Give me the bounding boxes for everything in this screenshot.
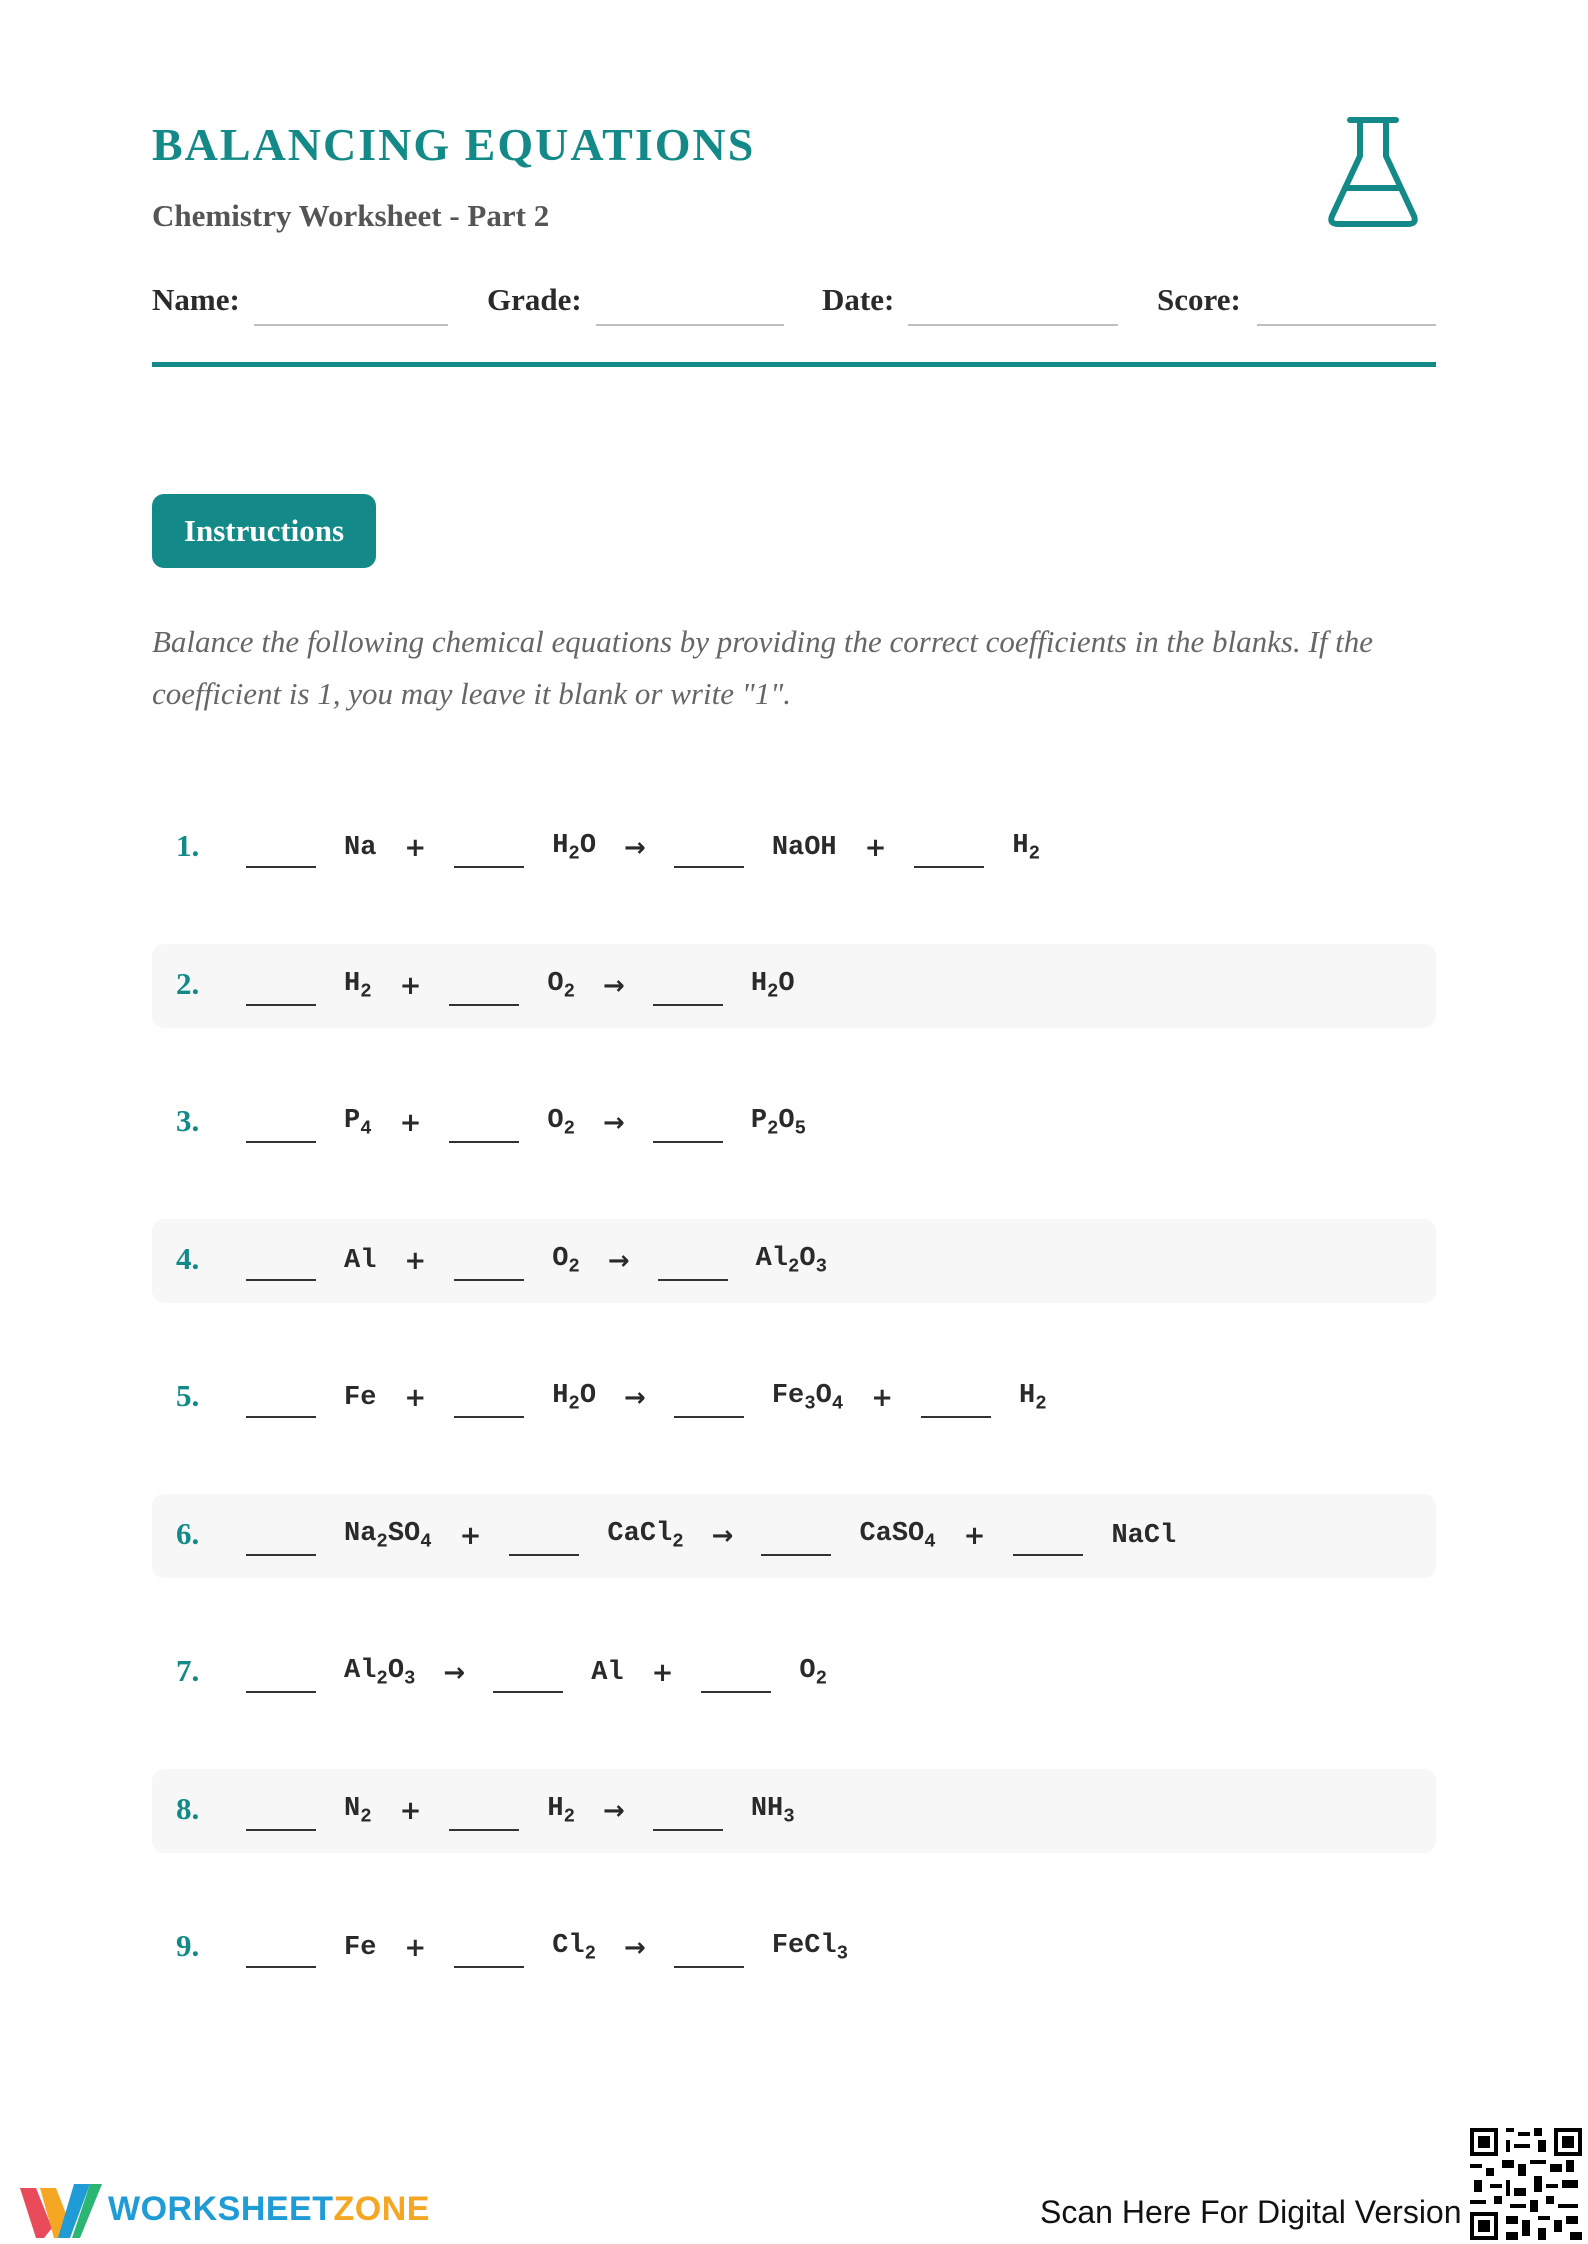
header-divider xyxy=(152,362,1436,367)
equation xyxy=(246,1081,834,1165)
arrow-icon: → xyxy=(443,1658,466,1688)
problem-row xyxy=(152,1494,1436,1578)
chemical-species: $N_2$ xyxy=(344,1793,372,1828)
chemical-species: $H_2O$ xyxy=(552,831,597,865)
coefficient-blank[interactable] xyxy=(674,1928,744,1968)
arrow-icon: → xyxy=(603,1108,625,1138)
coefficient-blank[interactable] xyxy=(246,1653,316,1693)
name-label: Name: xyxy=(152,282,240,317)
chemical-species: $O_2$ xyxy=(799,1656,828,1690)
qr-code-icon[interactable] xyxy=(1470,2128,1582,2240)
coefficient-blank[interactable] xyxy=(658,1241,728,1281)
problem-number: 8. xyxy=(176,1790,200,1826)
chemical-species: $O_2$ xyxy=(552,1243,580,1278)
problem-row xyxy=(152,1081,1436,1165)
problem-number: 7. xyxy=(176,1653,200,1688)
chemical-species: $Cl_2$ xyxy=(552,1931,597,1965)
problem-number: 6. xyxy=(176,1515,200,1551)
coefficient-blank[interactable] xyxy=(454,1378,524,1418)
problem-number: 2. xyxy=(176,965,200,1001)
coefficient-blank[interactable] xyxy=(454,1928,524,1968)
chemical-species: $H_2$ xyxy=(1012,831,1041,865)
coefficient-blank[interactable] xyxy=(449,966,519,1006)
chemical-species: Al xyxy=(591,1658,624,1688)
equation xyxy=(246,1769,823,1853)
problem-row xyxy=(152,1631,1436,1715)
date-field[interactable] xyxy=(908,324,1118,326)
coefficient-blank[interactable] xyxy=(449,1103,519,1143)
plus-sign: + xyxy=(963,1520,986,1551)
chemical-species: $Fe_3O_4$ xyxy=(771,1381,844,1415)
coefficient-blank[interactable] xyxy=(454,1241,524,1281)
chemical-species: $H_2$ xyxy=(547,1793,576,1828)
chemical-species: $O_2$ xyxy=(547,1106,576,1140)
chemical-species: $P_2O_5$ xyxy=(750,1106,807,1140)
coefficient-blank[interactable] xyxy=(246,1103,316,1143)
chemical-species: $P_4$ xyxy=(344,1106,372,1140)
coefficient-blank[interactable] xyxy=(493,1653,563,1693)
equation xyxy=(246,1356,1075,1440)
plus-sign: + xyxy=(404,1245,427,1276)
chemical-species: $NH_3$ xyxy=(750,1793,795,1828)
problem-row xyxy=(152,1356,1436,1440)
chemical-species: $Na_2SO_4$ xyxy=(344,1518,432,1553)
score-label: Score: xyxy=(1157,282,1241,317)
coefficient-blank[interactable] xyxy=(653,966,723,1006)
problem-number: 3. xyxy=(176,1103,200,1138)
coefficient-blank[interactable] xyxy=(674,1378,744,1418)
chemical-species: $H_2$ xyxy=(344,968,372,1003)
plus-sign: + xyxy=(404,1383,427,1413)
coefficient-blank[interactable] xyxy=(246,1928,316,1968)
plus-sign: + xyxy=(404,833,427,863)
problem-row xyxy=(152,1769,1436,1853)
coefficient-blank[interactable] xyxy=(246,1516,316,1556)
plus-sign: + xyxy=(404,1933,427,1963)
coefficient-blank[interactable] xyxy=(761,1516,831,1556)
coefficient-blank[interactable] xyxy=(246,1241,316,1281)
problem-number: 5. xyxy=(176,1378,200,1413)
chemical-species: CaCl$_2$ xyxy=(607,1518,684,1553)
coefficient-blank[interactable] xyxy=(701,1653,771,1693)
chemical-species: $H_2O$ xyxy=(552,1381,597,1415)
name-field[interactable] xyxy=(254,324,448,326)
date-label: Date: xyxy=(822,282,895,317)
problem-row xyxy=(152,806,1436,890)
instructions-badge: Instructions xyxy=(152,494,376,568)
grade-label: Grade: xyxy=(487,282,582,317)
equation xyxy=(246,1219,855,1303)
coefficient-blank[interactable] xyxy=(1013,1516,1083,1556)
chemical-species: $Al_2O_3$ xyxy=(755,1243,828,1278)
page-subtitle: Chemistry Worksheet - Part 2 xyxy=(152,198,550,233)
plus-sign: + xyxy=(399,970,422,1001)
coefficient-blank[interactable] xyxy=(674,828,744,868)
arrow-icon: → xyxy=(603,970,625,1001)
coefficient-blank[interactable] xyxy=(246,1378,316,1418)
plus-sign: + xyxy=(399,1795,422,1826)
arrow-icon: → xyxy=(603,1795,625,1826)
arrow-icon: → xyxy=(711,1520,734,1551)
chemical-species: $O_2$ xyxy=(547,968,576,1003)
chemical-species: NaOH xyxy=(771,833,837,863)
coefficient-blank[interactable] xyxy=(653,1791,723,1831)
equation xyxy=(246,1631,855,1715)
page-title: BALANCING EQUATIONS xyxy=(152,119,756,170)
coefficient-blank[interactable] xyxy=(914,828,984,868)
problem-row xyxy=(152,1219,1436,1303)
equation xyxy=(246,1906,876,1990)
chemical-species: $Al_2O_3$ xyxy=(344,1656,416,1690)
student-info-row xyxy=(152,282,1436,328)
problem-number: 4. xyxy=(176,1240,200,1276)
flask-icon xyxy=(1326,116,1420,230)
arrow-icon: → xyxy=(607,1245,630,1276)
problem-number: 9. xyxy=(176,1928,200,1963)
problem-number: 1. xyxy=(176,828,200,863)
equation xyxy=(246,806,1068,890)
arrow-icon: → xyxy=(624,1933,646,1963)
brand-name: WORKSHEETZONE xyxy=(108,2190,430,2228)
arrow-icon: → xyxy=(624,833,646,863)
coefficient-blank[interactable] xyxy=(509,1516,579,1556)
chemical-species: Fe xyxy=(344,1933,377,1963)
coefficient-blank[interactable] xyxy=(454,828,524,868)
problem-row xyxy=(152,1906,1436,1990)
chemical-species: NaCl xyxy=(1111,1520,1177,1551)
coefficient-blank[interactable] xyxy=(246,1791,316,1831)
chemical-species: $H_2$ xyxy=(1019,1381,1047,1415)
plus-sign: + xyxy=(399,1108,422,1138)
equation xyxy=(246,944,823,1028)
plus-sign: + xyxy=(864,833,887,863)
instructions-text: Balance the following chemical equations by providing the correct coefficients in the blanks. If the coefficient is 1, you may leave it blank or write "1". xyxy=(152,624,1374,711)
coefficient-blank[interactable] xyxy=(246,828,316,868)
chemical-species: FeCl$_3$ xyxy=(771,1931,849,1965)
coefficient-blank[interactable] xyxy=(653,1103,723,1143)
chemical-species: Fe xyxy=(344,1383,377,1413)
chemical-species: $H_2O$ xyxy=(750,968,795,1003)
problem-row xyxy=(152,944,1436,1028)
plus-sign: + xyxy=(871,1383,894,1413)
chemical-species: Na xyxy=(344,833,377,863)
equation xyxy=(246,1494,1204,1578)
coefficient-blank[interactable] xyxy=(246,966,316,1006)
plus-sign: + xyxy=(651,1658,674,1688)
scan-text: Scan Here For Digital Version xyxy=(1040,2194,1462,2230)
coefficient-blank[interactable] xyxy=(449,1791,519,1831)
grade-field[interactable] xyxy=(596,324,784,326)
plus-sign: + xyxy=(459,1520,482,1551)
chemical-species: Al xyxy=(344,1245,377,1276)
coefficient-blank[interactable] xyxy=(921,1378,991,1418)
score-field[interactable] xyxy=(1257,324,1436,326)
chemical-species: CaSO$_4$ xyxy=(859,1518,936,1553)
arrow-icon: → xyxy=(624,1383,646,1413)
